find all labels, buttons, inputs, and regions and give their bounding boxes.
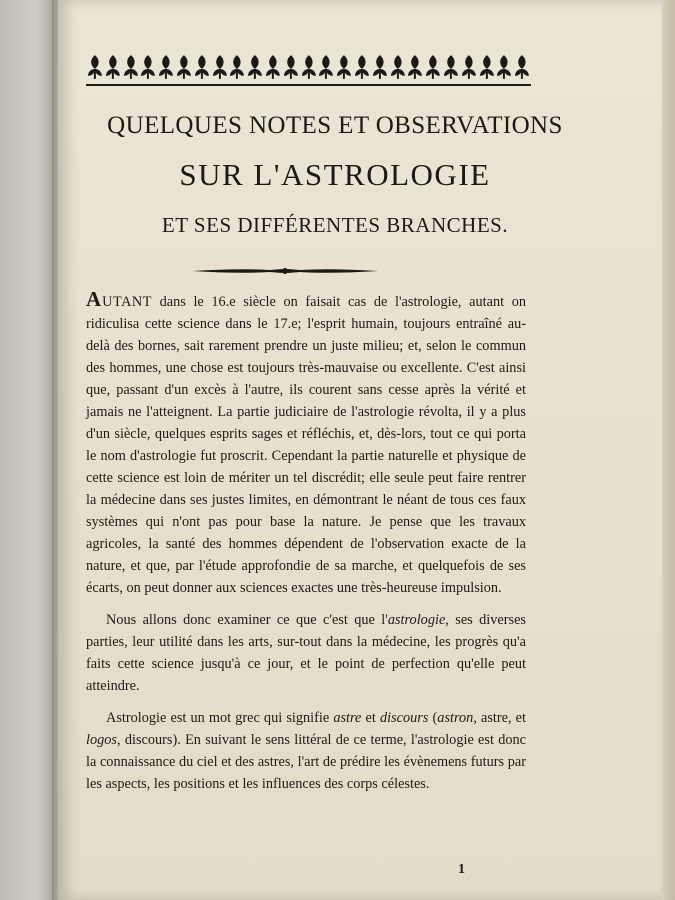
small-caps-lead: UTANT [102,294,152,310]
fleuron-leaf-icon [86,53,104,81]
fleuron-leaf-icon [335,53,353,81]
article-body [86,288,526,795]
paragraph-3-text-e: , discours). En suivant le sens littéral de ce terme, l'astrologie est donc la connaissance du ciel et des astres, l'art de prédire les évènemens futurs par les aspects, les positions et les influences des corps célestes. [86,732,526,792]
italic-term-logos: logos [86,732,117,748]
title-line-3: ET SES DIFFÉRENTES BRANCHES. [161,213,509,237]
page-number: 1 [458,862,465,877]
fleuron-leaf-icon [442,53,460,81]
title-line-2: SUR L'ASTROLOGIE [179,157,491,192]
paragraph-3-text-a: Astrologie est un mot grec qui signifie [106,710,334,726]
fleuron-leaf-icon [104,53,122,81]
fleuron-leaf-icon [264,53,282,81]
fleuron-leaf-icon [122,53,140,81]
decorative-rule [190,264,380,278]
paragraph-2-text-a: Nous allons donc examiner ce que c'est que l' [106,612,388,628]
fleuron-leaf-icon [157,53,175,81]
paragraph-3-text-c: ( [428,710,438,726]
paragraph-2-text-b: , ses diverses parties, leur utilité dans les arts, sur-tout dans la médecine, les progrès qu'a faits cette science jusqu'à ce jour, et le point de perfection qu'elle peut atteindre. [86,612,526,694]
italic-term-astron: astron [437,710,474,726]
fleuron-leaf-icon [300,53,318,81]
fleuron-leaf-icon [353,53,371,81]
paragraph-3-text-d: , astre, et [473,710,526,726]
fleuron-leaf-icon [193,53,211,81]
paragraph-3 [86,707,526,795]
fleuron-leaf-icon [389,53,407,81]
facing-page [0,0,60,900]
fleuron-leaf-icon [424,53,442,81]
fleuron-leaf-icon [317,53,335,81]
page-edge [662,0,675,900]
fleuron-leaf-icon [175,53,193,81]
fleuron-leaf-icon [211,53,229,81]
italic-term-astrologie: astrologie [387,612,446,628]
fleuron-leaf-icon [513,53,531,81]
fleuron-leaf-icon [478,53,496,81]
paragraph-3-text-b: et [361,710,380,726]
drop-cap: A [86,287,103,311]
title-line-1: QUELQUES NOTES ET OBSERVATIONS [107,112,563,139]
fleuron-leaf-icon [282,53,300,81]
fleuron-leaf-icon [371,53,389,81]
italic-term-discours: discours [379,710,429,726]
fleuron-leaf-icon [246,53,264,81]
fleuron-leaf-icon [495,53,513,81]
fleuron-leaf-icon [460,53,478,81]
fleuron-leaf-icon [228,53,246,81]
fleuron-leaf-icon [139,53,157,81]
paragraph-2 [86,609,526,697]
paragraph-1 [86,288,526,599]
fleuron-ornament-band [86,50,531,86]
italic-term-astre: astre [333,710,362,726]
fleuron-leaf-icon [406,53,424,81]
paragraph-1-text: dans le 16.e siècle on faisait cas de l'astrologie, autant on ridiculisa cette science dans le 17.e; l'esprit humain, toujours entraîné au-delà des bornes, sait rarement prendre un juste milieu; et, selon le commun des hommes, une chose est toujours très-mauvaise ou excellente. C'est ainsi que, passant d'un excès à l'autre, ils courent sans cesse après la vérité et jamais ne l'atteignent. La partie judiciaire de l'astrologie révolta, il y a plus d'un siècle, quelques esprits sages et réfléchis, et, dès-lors, tout ce qui porta le nom d'astrologie fut proscrit. Cependant la partie naturelle et physique de cette science est loin de mériter un tel discrédit; elle seule peut faire rentrer la médecine dans ses justes limites, en démontrant le néant de tous ces faux systèmes qui n'ont pas pour base la nature. Je pense que les travaux agricoles, la santé des hommes dépendent de l'observation exacte de la nature, et que, par l'étude approfondie de sa marche, et quelquefois de ses écarts, on peut donner aux sciences exactes une très-heureuse impulsion. [86,294,526,596]
